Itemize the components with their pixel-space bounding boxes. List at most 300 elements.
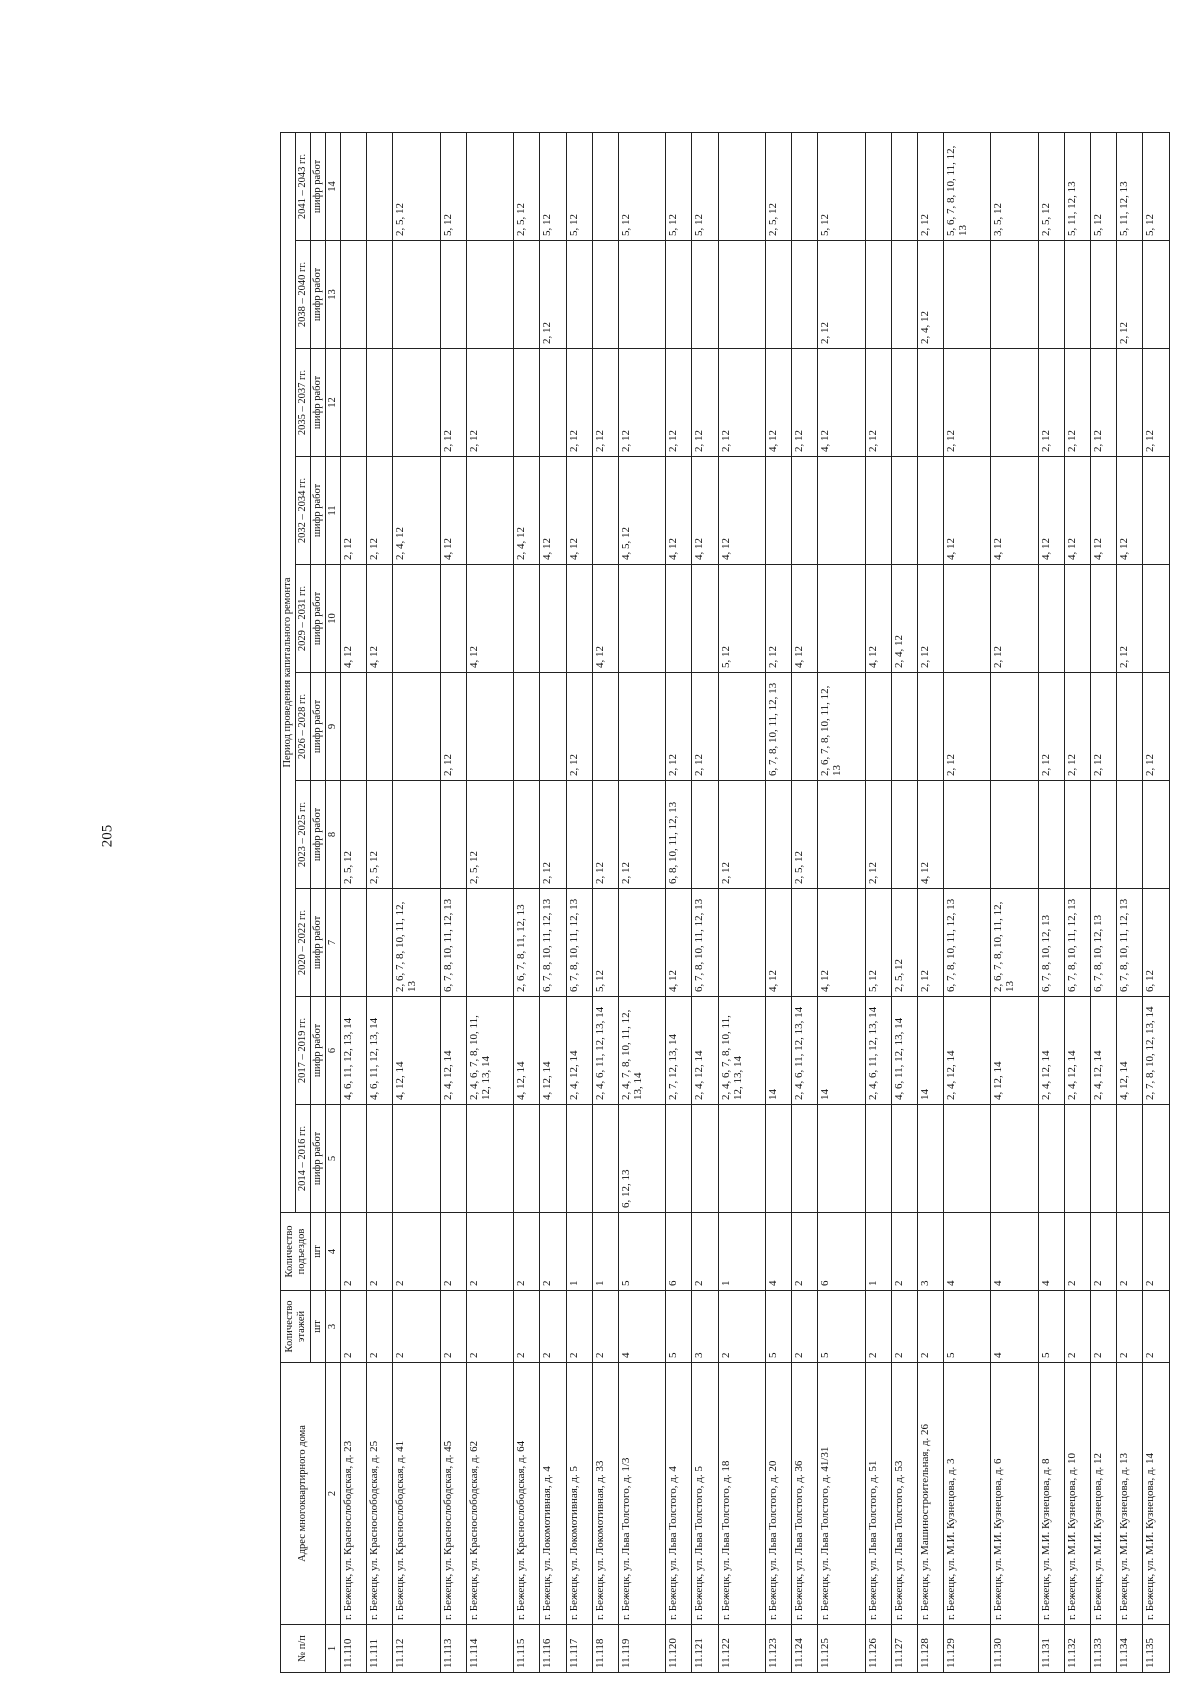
row-address: г. Бежецк, ул. М.И. Кузнецова, д. 8 bbox=[1038, 1363, 1064, 1625]
row-work-code-cell bbox=[393, 673, 440, 781]
row-work-code-cell bbox=[1143, 565, 1170, 673]
row-work-code-cell bbox=[367, 133, 393, 241]
row-work-code-cell bbox=[1143, 457, 1170, 565]
row-floors: 3 bbox=[692, 1291, 718, 1363]
row-work-code-cell: 2, 5, 12 bbox=[341, 781, 367, 889]
row-work-code-cell: 4, 12 bbox=[566, 457, 592, 565]
row-work-code-cell: 2, 4, 12, 14 bbox=[440, 997, 466, 1105]
unit-entrances: шт bbox=[311, 1213, 326, 1291]
table-row bbox=[566, 133, 592, 1673]
row-work-code-cell: 2, 5, 12 bbox=[1038, 133, 1064, 241]
row-work-code-cell: 2, 12 bbox=[917, 565, 943, 673]
row-address: г. Бежецк, ул. Льва Толстого, д. 5 bbox=[692, 1363, 718, 1625]
row-work-code-cell: 4, 12 bbox=[1117, 457, 1143, 565]
row-work-code-cell: 4, 12 bbox=[1038, 457, 1064, 565]
row-work-code-cell: 2, 4, 12, 14 bbox=[1038, 997, 1064, 1105]
row-work-code-cell: 5, 12 bbox=[1091, 133, 1117, 241]
row-work-code-cell bbox=[514, 1105, 540, 1213]
row-entrances: 4 bbox=[944, 1213, 991, 1291]
row-work-code-cell bbox=[1117, 1105, 1143, 1213]
header-column-number: 4 bbox=[326, 1213, 341, 1291]
row-work-code-cell bbox=[1091, 781, 1117, 889]
row-work-code-cell: 4, 12 bbox=[692, 457, 718, 565]
row-floors: 2 bbox=[514, 1291, 540, 1363]
row-work-code-cell: 5, 12 bbox=[440, 133, 466, 241]
row-work-code-cell: 5, 11, 12, 13 bbox=[1117, 133, 1143, 241]
row-work-code-cell bbox=[818, 565, 865, 673]
row-work-code-cell bbox=[514, 565, 540, 673]
row-work-code-cell: 2, 12 bbox=[944, 349, 991, 457]
table-row bbox=[865, 133, 891, 1673]
row-work-code-cell: 2, 6, 7, 8, 10, 11, 12, 13 bbox=[818, 673, 865, 781]
row-work-code-cell bbox=[341, 1105, 367, 1213]
row-work-code-cell: 4, 12 bbox=[765, 889, 791, 997]
row-work-code-cell bbox=[1038, 565, 1064, 673]
row-number: 11.133 bbox=[1091, 1625, 1117, 1673]
header-work-code: шифр работ bbox=[311, 349, 326, 457]
row-work-code-cell bbox=[666, 241, 692, 349]
row-work-code-cell: 2, 12 bbox=[666, 673, 692, 781]
row-work-code-cell bbox=[466, 1105, 513, 1213]
row-work-code-cell: 5, 12 bbox=[540, 133, 566, 241]
row-work-code-cell bbox=[792, 241, 818, 349]
row-floors: 5 bbox=[1038, 1291, 1064, 1363]
row-number: 11.113 bbox=[440, 1625, 466, 1673]
page-number: 205 bbox=[99, 824, 116, 848]
row-work-code-cell bbox=[1117, 781, 1143, 889]
row-work-code-cell bbox=[792, 1105, 818, 1213]
row-work-code-cell: 4, 12 bbox=[1091, 457, 1117, 565]
row-work-code-cell: 4, 12 bbox=[440, 457, 466, 565]
row-work-code-cell bbox=[718, 133, 765, 241]
table-row bbox=[618, 133, 665, 1673]
row-floors: 2 bbox=[792, 1291, 818, 1363]
header-column-number: 10 bbox=[326, 565, 341, 673]
header-column-number: 6 bbox=[326, 997, 341, 1105]
header-year-period: 2020 – 2022 гг. bbox=[296, 889, 311, 997]
row-work-code-cell bbox=[367, 349, 393, 457]
row-work-code-cell: 4, 12, 14 bbox=[1117, 997, 1143, 1105]
table-row bbox=[367, 133, 393, 1673]
header-row-1 bbox=[281, 133, 296, 1673]
row-work-code-cell: 2, 12 bbox=[440, 349, 466, 457]
row-entrances: 6 bbox=[818, 1213, 865, 1291]
table-row bbox=[592, 133, 618, 1673]
row-work-code-cell bbox=[393, 565, 440, 673]
row-work-code-cell: 2, 4, 12 bbox=[917, 241, 943, 349]
row-work-code-cell bbox=[891, 241, 917, 349]
row-work-code-cell: 2, 12 bbox=[666, 349, 692, 457]
header-year-period: 2029 – 2031 гг. bbox=[296, 565, 311, 673]
row-address: г. Бежецк, ул. М.И. Кузнецова, д. 3 bbox=[944, 1363, 991, 1625]
row-work-code-cell bbox=[718, 241, 765, 349]
row-work-code-cell bbox=[991, 241, 1038, 349]
row-work-code-cell: 6, 7, 8, 10, 11, 12, 13 bbox=[566, 889, 592, 997]
row-work-code-cell: 2, 12 bbox=[618, 781, 665, 889]
row-work-code-cell: 4, 6, 11, 12, 13, 14 bbox=[891, 997, 917, 1105]
row-number: 11.126 bbox=[865, 1625, 891, 1673]
row-work-code-cell bbox=[692, 565, 718, 673]
row-work-code-cell bbox=[466, 673, 513, 781]
row-number: 11.124 bbox=[792, 1625, 818, 1673]
row-number: 11.134 bbox=[1117, 1625, 1143, 1673]
row-floors: 2 bbox=[1064, 1291, 1090, 1363]
row-work-code-cell bbox=[466, 241, 513, 349]
row-floors: 5 bbox=[765, 1291, 791, 1363]
row-work-code-cell: 4, 12 bbox=[765, 349, 791, 457]
row-work-code-cell bbox=[917, 457, 943, 565]
row-work-code-cell: 2, 12 bbox=[692, 673, 718, 781]
row-work-code-cell bbox=[440, 565, 466, 673]
table-row bbox=[991, 133, 1038, 1673]
row-number: 11.117 bbox=[566, 1625, 592, 1673]
row-work-code-cell bbox=[818, 457, 865, 565]
header-column-number: 1 bbox=[326, 1625, 341, 1673]
header-year-period: 2041 – 2043 гг. bbox=[296, 133, 311, 241]
row-floors: 2 bbox=[566, 1291, 592, 1363]
row-work-code-cell: 6, 7, 8, 10, 11, 12, 13 bbox=[1064, 889, 1090, 997]
row-entrances: 1 bbox=[718, 1213, 765, 1291]
row-work-code-cell bbox=[666, 1105, 692, 1213]
row-work-code-cell bbox=[367, 241, 393, 349]
row-work-code-cell bbox=[944, 241, 991, 349]
row-work-code-cell bbox=[618, 889, 665, 997]
row-address: г. Бежецк, ул. Льва Толстого, д. 20 bbox=[765, 1363, 791, 1625]
row-work-code-cell bbox=[792, 133, 818, 241]
row-work-code-cell: 14 bbox=[818, 997, 865, 1105]
row-work-code-cell bbox=[865, 673, 891, 781]
row-work-code-cell bbox=[991, 349, 1038, 457]
row-work-code-cell: 4, 12 bbox=[865, 565, 891, 673]
row-work-code-cell bbox=[1091, 241, 1117, 349]
row-work-code-cell: 5, 12 bbox=[818, 133, 865, 241]
row-work-code-cell: 2, 12 bbox=[592, 781, 618, 889]
row-work-code-cell bbox=[1143, 1105, 1170, 1213]
row-work-code-cell: 4, 12 bbox=[991, 457, 1038, 565]
row-work-code-cell bbox=[592, 241, 618, 349]
row-work-code-cell: 2, 12 bbox=[865, 349, 891, 457]
row-work-code-cell bbox=[1038, 1105, 1064, 1213]
row-work-code-cell: 2, 12 bbox=[917, 889, 943, 997]
row-work-code-cell bbox=[1038, 781, 1064, 889]
row-work-code-cell bbox=[765, 241, 791, 349]
row-work-code-cell: 2, 12 bbox=[1143, 349, 1170, 457]
row-work-code-cell: 4, 12 bbox=[367, 565, 393, 673]
row-work-code-cell: 6, 12, 13 bbox=[618, 1105, 665, 1213]
row-number: 11.119 bbox=[618, 1625, 665, 1673]
row-work-code-cell: 2, 4, 6, 11, 12, 13, 14 bbox=[592, 997, 618, 1105]
row-work-code-cell bbox=[818, 781, 865, 889]
row-entrances: 5 bbox=[618, 1213, 665, 1291]
row-work-code-cell bbox=[865, 241, 891, 349]
row-address: г. Бежецк, ул. Краснослободская, д. 23 bbox=[341, 1363, 367, 1625]
row-work-code-cell bbox=[991, 1105, 1038, 1213]
row-floors: 2 bbox=[367, 1291, 393, 1363]
row-work-code-cell: 2, 12 bbox=[718, 781, 765, 889]
row-work-code-cell: 2, 4, 12 bbox=[393, 457, 440, 565]
row-work-code-cell: 2, 7, 8, 10, 12, 13, 14 bbox=[1143, 997, 1170, 1105]
row-work-code-cell bbox=[440, 781, 466, 889]
row-work-code-cell: 2, 7, 12, 13, 14 bbox=[666, 997, 692, 1105]
header-year-period: 2032 – 2034 гг. bbox=[296, 457, 311, 565]
row-work-code-cell bbox=[618, 673, 665, 781]
row-work-code-cell bbox=[592, 457, 618, 565]
header-work-code: шифр работ bbox=[311, 565, 326, 673]
row-work-code-cell: 2, 12 bbox=[466, 349, 513, 457]
row-entrances: 4 bbox=[1038, 1213, 1064, 1291]
row-work-code-cell bbox=[1091, 565, 1117, 673]
row-work-code-cell: 2, 5, 12 bbox=[466, 781, 513, 889]
row-entrances: 2 bbox=[1143, 1213, 1170, 1291]
row-work-code-cell: 3, 5, 12 bbox=[991, 133, 1038, 241]
row-work-code-cell bbox=[514, 349, 540, 457]
table-row bbox=[466, 133, 513, 1673]
row-work-code-cell bbox=[765, 457, 791, 565]
row-floors: 4 bbox=[991, 1291, 1038, 1363]
row-floors: 2 bbox=[1117, 1291, 1143, 1363]
row-work-code-cell: 2, 12 bbox=[341, 457, 367, 565]
row-work-code-cell bbox=[792, 457, 818, 565]
row-work-code-cell: 6, 12 bbox=[1143, 889, 1170, 997]
row-work-code-cell: 2, 6, 7, 8, 10, 11, 12, 13 bbox=[991, 889, 1038, 997]
row-number: 11.116 bbox=[540, 1625, 566, 1673]
row-address: г. Бежецк, ул. Локомотивная, д. 33 bbox=[592, 1363, 618, 1625]
header-year-period: 2017 – 2019 гг. bbox=[296, 997, 311, 1105]
row-work-code-cell: 6, 7, 8, 10, 12, 13 bbox=[1091, 889, 1117, 997]
row-work-code-cell bbox=[692, 1105, 718, 1213]
row-work-code-cell bbox=[718, 1105, 765, 1213]
row-work-code-cell: 4, 12 bbox=[666, 889, 692, 997]
row-work-code-cell: 14 bbox=[917, 997, 943, 1105]
row-work-code-cell bbox=[367, 1105, 393, 1213]
header-num: № п/п bbox=[281, 1625, 326, 1673]
row-work-code-cell: 4, 5, 12 bbox=[618, 457, 665, 565]
header-column-number: 13 bbox=[326, 241, 341, 349]
row-work-code-cell: 2, 5, 12 bbox=[891, 889, 917, 997]
row-work-code-cell: 2, 12 bbox=[367, 457, 393, 565]
row-work-code-cell bbox=[792, 889, 818, 997]
row-work-code-cell bbox=[865, 1105, 891, 1213]
row-work-code-cell bbox=[1038, 241, 1064, 349]
row-address: г. Бежецк, ул. Краснослободская, д. 62 bbox=[466, 1363, 513, 1625]
row-work-code-cell: 2, 4, 6, 11, 12, 13, 14 bbox=[792, 997, 818, 1105]
row-work-code-cell bbox=[891, 457, 917, 565]
header-column-number: 9 bbox=[326, 673, 341, 781]
row-entrances: 2 bbox=[367, 1213, 393, 1291]
table-row bbox=[917, 133, 943, 1673]
row-work-code-cell bbox=[566, 1105, 592, 1213]
row-work-code-cell: 4, 12 bbox=[792, 565, 818, 673]
header-period: Период проведения капитального ремонта bbox=[281, 133, 296, 1213]
row-work-code-cell bbox=[341, 241, 367, 349]
row-work-code-cell: 2, 12 bbox=[1038, 349, 1064, 457]
row-work-code-cell: 6, 7, 8, 10, 11, 12, 13 bbox=[765, 673, 791, 781]
row-work-code-cell: 6, 8, 10, 11, 12, 13 bbox=[666, 781, 692, 889]
row-work-code-cell bbox=[466, 457, 513, 565]
row-work-code-cell bbox=[514, 241, 540, 349]
row-work-code-cell bbox=[367, 673, 393, 781]
row-work-code-cell bbox=[792, 673, 818, 781]
row-work-code-cell bbox=[367, 889, 393, 997]
row-work-code-cell bbox=[393, 349, 440, 457]
row-address: г. Бежецк, ул. М.И. Кузнецова, д. 13 bbox=[1117, 1363, 1143, 1625]
row-work-code-cell bbox=[540, 1105, 566, 1213]
row-work-code-cell bbox=[1117, 349, 1143, 457]
header-row-column-numbers bbox=[326, 133, 341, 1673]
header-column-number: 5 bbox=[326, 1105, 341, 1213]
row-work-code-cell bbox=[466, 133, 513, 241]
row-entrances: 2 bbox=[792, 1213, 818, 1291]
header-year-period: 2038 – 2040 гг. bbox=[296, 241, 311, 349]
row-work-code-cell: 2, 12 bbox=[944, 673, 991, 781]
row-floors: 2 bbox=[540, 1291, 566, 1363]
row-work-code-cell bbox=[1064, 565, 1090, 673]
row-entrances: 3 bbox=[917, 1213, 943, 1291]
row-work-code-cell bbox=[540, 349, 566, 457]
row-work-code-cell bbox=[341, 133, 367, 241]
row-work-code-cell: 2, 4, 6, 11, 12, 13, 14 bbox=[865, 997, 891, 1105]
row-work-code-cell: 2, 12 bbox=[540, 781, 566, 889]
row-work-code-cell bbox=[891, 673, 917, 781]
row-number: 11.114 bbox=[466, 1625, 513, 1673]
row-work-code-cell bbox=[718, 889, 765, 997]
row-number: 11.135 bbox=[1143, 1625, 1170, 1673]
row-work-code-cell: 2, 4, 12, 14 bbox=[692, 997, 718, 1105]
row-floors: 2 bbox=[393, 1291, 440, 1363]
row-work-code-cell: 2, 12 bbox=[1038, 673, 1064, 781]
row-address: г. Бежецк, ул. М.И. Кузнецова, д. 10 bbox=[1064, 1363, 1090, 1625]
row-work-code-cell: 2, 6, 7, 8, 10, 11, 12, 13 bbox=[393, 889, 440, 997]
row-work-code-cell bbox=[514, 781, 540, 889]
row-work-code-cell: 2, 12 bbox=[865, 781, 891, 889]
row-work-code-cell: 2, 12 bbox=[618, 349, 665, 457]
row-number: 11.132 bbox=[1064, 1625, 1090, 1673]
row-work-code-cell: 2, 12 bbox=[917, 133, 943, 241]
row-entrances: 2 bbox=[1064, 1213, 1090, 1291]
header-year-period: 2023 – 2025 гг. bbox=[296, 781, 311, 889]
header-work-code: шифр работ bbox=[311, 241, 326, 349]
row-work-code-cell: 4, 12, 14 bbox=[540, 997, 566, 1105]
row-number: 11.130 bbox=[991, 1625, 1038, 1673]
row-work-code-cell: 2, 4, 12 bbox=[891, 565, 917, 673]
row-work-code-cell: 2, 4, 6, 7, 8, 10, 11, 12, 13, 14 bbox=[718, 997, 765, 1105]
row-floors: 2 bbox=[341, 1291, 367, 1363]
row-work-code-cell bbox=[1064, 781, 1090, 889]
row-address: г. Бежецк, ул. Краснослободская, д. 41 bbox=[393, 1363, 440, 1625]
header-year-period: 2026 – 2028 гг. bbox=[296, 673, 311, 781]
row-work-code-cell: 2, 5, 12 bbox=[393, 133, 440, 241]
row-work-code-cell bbox=[917, 673, 943, 781]
header-work-code: шифр работ bbox=[311, 781, 326, 889]
row-work-code-cell bbox=[865, 457, 891, 565]
row-work-code-cell: 2, 4, 12 bbox=[514, 457, 540, 565]
row-number: 11.111 bbox=[367, 1625, 393, 1673]
row-number: 11.110 bbox=[341, 1625, 367, 1673]
row-address: г. Бежецк, ул. Льва Толстого, д. 41/31 bbox=[818, 1363, 865, 1625]
row-work-code-cell: 14 bbox=[765, 997, 791, 1105]
row-work-code-cell: 2, 12 bbox=[1064, 349, 1090, 457]
row-number: 11.123 bbox=[765, 1625, 791, 1673]
row-entrances: 4 bbox=[765, 1213, 791, 1291]
row-number: 11.128 bbox=[917, 1625, 943, 1673]
row-work-code-cell: 2, 6, 7, 8, 11, 12, 13 bbox=[514, 889, 540, 997]
row-address: г. Бежецк, ул. М.И. Кузнецова, д. 6 bbox=[991, 1363, 1038, 1625]
row-work-code-cell bbox=[566, 781, 592, 889]
row-work-code-cell: 2, 4, 7, 8, 10, 11, 12, 13, 14 bbox=[618, 997, 665, 1105]
row-address: г. Бежецк, ул. Льва Толстого, д. 1/3 bbox=[618, 1363, 665, 1625]
repair-schedule-table bbox=[280, 132, 1170, 1673]
row-work-code-cell: 4, 12 bbox=[818, 349, 865, 457]
row-work-code-cell: 2, 12 bbox=[818, 241, 865, 349]
table-row bbox=[666, 133, 692, 1673]
row-work-code-cell bbox=[566, 565, 592, 673]
header-column-number: 2 bbox=[326, 1363, 341, 1625]
row-work-code-cell bbox=[1117, 673, 1143, 781]
header-column-number: 7 bbox=[326, 889, 341, 997]
row-work-code-cell: 6, 7, 8, 10, 11, 12, 13 bbox=[944, 889, 991, 997]
row-work-code-cell: 5, 12 bbox=[1143, 133, 1170, 241]
row-work-code-cell bbox=[891, 133, 917, 241]
row-work-code-cell: 4, 12, 14 bbox=[991, 997, 1038, 1105]
row-work-code-cell: 2, 12 bbox=[440, 673, 466, 781]
row-floors: 2 bbox=[917, 1291, 943, 1363]
table-row bbox=[440, 133, 466, 1673]
row-number: 11.112 bbox=[393, 1625, 440, 1673]
row-work-code-cell: 2, 5, 12 bbox=[367, 781, 393, 889]
row-address: г. Бежецк, ул. М.И. Кузнецова, д. 12 bbox=[1091, 1363, 1117, 1625]
row-entrances: 6 bbox=[666, 1213, 692, 1291]
row-work-code-cell: 2, 12 bbox=[566, 673, 592, 781]
header-work-code: шифр работ bbox=[311, 889, 326, 997]
row-work-code-cell bbox=[1143, 781, 1170, 889]
header-work-code: шифр работ bbox=[311, 133, 326, 241]
row-work-code-cell: 4, 12 bbox=[466, 565, 513, 673]
row-address: г. Бежецк, ул. Льва Толстого, д. 51 bbox=[865, 1363, 891, 1625]
table-row bbox=[1091, 133, 1117, 1673]
table-row bbox=[1064, 133, 1090, 1673]
row-work-code-cell: 6, 7, 8, 10, 12, 13 bbox=[1038, 889, 1064, 997]
header-work-code: шифр работ bbox=[311, 1105, 326, 1213]
row-number: 11.129 bbox=[944, 1625, 991, 1673]
row-work-code-cell: 4, 12, 14 bbox=[514, 997, 540, 1105]
table-row bbox=[765, 133, 791, 1673]
row-number: 11.118 bbox=[592, 1625, 618, 1673]
row-work-code-cell bbox=[393, 241, 440, 349]
table-body bbox=[341, 133, 1170, 1673]
row-work-code-cell: 2, 4, 12, 14 bbox=[1091, 997, 1117, 1105]
row-entrances: 2 bbox=[1117, 1213, 1143, 1291]
row-work-code-cell bbox=[592, 1105, 618, 1213]
row-work-code-cell bbox=[514, 673, 540, 781]
table-row bbox=[891, 133, 917, 1673]
row-work-code-cell bbox=[991, 673, 1038, 781]
row-work-code-cell: 2, 12 bbox=[1091, 349, 1117, 457]
row-work-code-cell: 4, 12 bbox=[666, 457, 692, 565]
row-entrances: 4 bbox=[991, 1213, 1038, 1291]
row-work-code-cell: 2, 12 bbox=[1064, 673, 1090, 781]
row-work-code-cell: 2, 12 bbox=[1117, 565, 1143, 673]
row-floors: 5 bbox=[944, 1291, 991, 1363]
row-address: г. Бежецк, ул. Льва Толстого, д. 4 bbox=[666, 1363, 692, 1625]
row-work-code-cell: 2, 4, 12, 14 bbox=[944, 997, 991, 1105]
row-work-code-cell: 5, 6, 7, 8, 10, 11, 12, 13 bbox=[944, 133, 991, 241]
header-work-code: шифр работ bbox=[311, 673, 326, 781]
row-work-code-cell bbox=[618, 241, 665, 349]
row-work-code-cell: 5, 11, 12, 13 bbox=[1064, 133, 1090, 241]
row-work-code-cell: 5, 12 bbox=[692, 133, 718, 241]
row-entrances: 2 bbox=[514, 1213, 540, 1291]
header-column-number: 14 bbox=[326, 133, 341, 241]
